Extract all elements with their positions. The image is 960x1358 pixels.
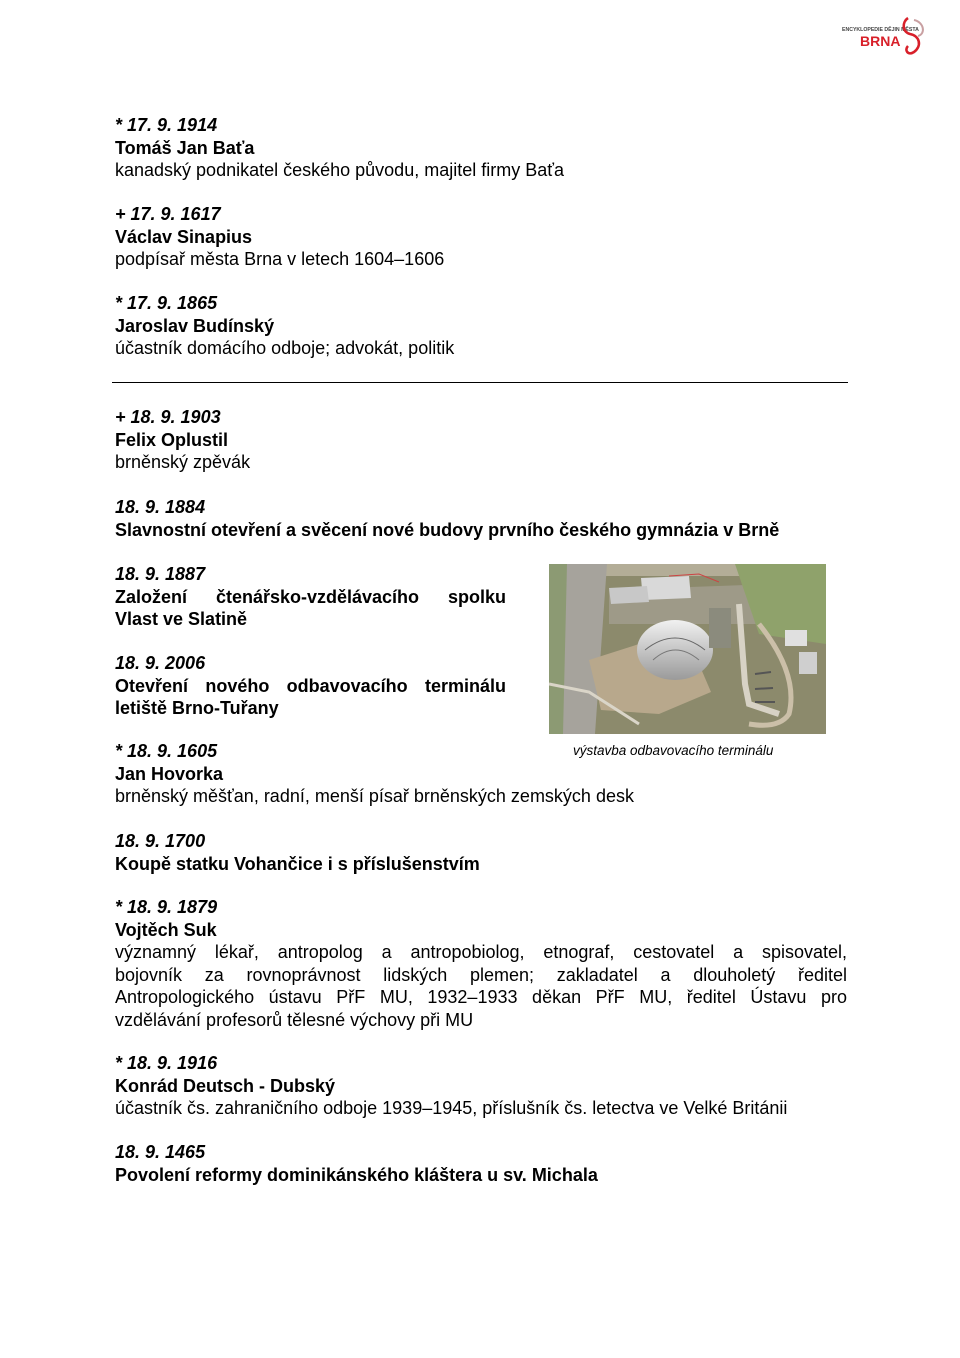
entry-desc: kanadský podnikatel českého původu, majitel firmy Baťa — [115, 160, 564, 180]
entry-date: 18. 9. 1884 — [115, 497, 206, 517]
entry-date: * 18. 9. 1605 — [115, 741, 218, 761]
entry-date: * 17. 9. 1865 — [115, 293, 218, 313]
photo-caption: výstavba odbavovacího terminálu — [573, 743, 774, 758]
entry-1865-budinsky — [115, 292, 847, 360]
entry-desc-line: Antropologického ústavu PřF MU, 1932–1933 děkan PřF MU, ředitel Ústavu pro — [115, 987, 847, 1007]
entry-name-line: letiště Brno-Tuřany — [115, 698, 279, 718]
entry-name: Václav Sinapius — [115, 226, 253, 247]
entry-desc-line: bojovník za rovnoprávnost lidských plemen; zakladatel a dlouholetý ředitel — [115, 964, 847, 985]
entry-desc: účastník domácího odboje; advokát, politik — [115, 338, 455, 358]
entry-desc-line: významný lékař, antropolog a antropobiolog, etnograf, cestovatel a spisovatel, — [115, 942, 847, 962]
entry-name-line: Založení čtenářsko-vzdělávacího spolku — [115, 586, 506, 607]
entry-desc: brněnský měšťan, radní, menší písař brněnských zemských desk — [115, 786, 634, 806]
entry-1903-oplustil — [115, 406, 847, 474]
entry-date: 18. 9. 1700 — [115, 831, 206, 851]
entry-name: Jaroslav Budínský — [115, 315, 275, 336]
entry-1914-bata — [115, 114, 847, 182]
entry-name: Vojtěch Suk — [115, 919, 217, 940]
entry-1916-deutsch-dubsky — [115, 1052, 847, 1120]
entry-1617-sinapius — [115, 203, 847, 271]
entry-name: Felix Oplustil — [115, 429, 229, 450]
section-divider — [112, 382, 848, 383]
entry-desc: brněnský zpěvák — [115, 452, 251, 472]
entry-name-line: Vlast ve Slatině — [115, 609, 248, 629]
entry-1884-gymnazium — [115, 496, 847, 541]
entry-1465-klaster — [115, 1141, 847, 1186]
entry-date: 18. 9. 1887 — [115, 564, 206, 584]
airport-terminal-photo — [549, 564, 826, 734]
entry-desc: účastník čs. zahraničního odboje 1939–1945, příslušník čs. letectva ve Velké Británii — [115, 1098, 788, 1118]
logo-line1: ENCYKLOPEDIE DĚJIN MĚSTA — [842, 27, 919, 33]
entry-desc: podpísař města Brna v letech 1604–1606 — [115, 249, 445, 269]
encyclopedia-logo — [838, 12, 930, 56]
entry-name: Tomáš Jan Baťa — [115, 137, 255, 158]
logo-line2: BRNA — [860, 33, 901, 49]
entry-desc-line: vzdělávání profesorů tělesné výchovy při MU — [115, 1009, 474, 1030]
entry-date: 18. 9. 1465 — [115, 1142, 206, 1162]
entry-1605-hovorka — [115, 740, 847, 808]
entry-name: Jan Hovorka — [115, 763, 224, 784]
entry-date: * 17. 9. 1914 — [115, 115, 218, 135]
entry-name: Koupě statku Vohančice i s příslušenstvím — [115, 853, 480, 874]
entry-date: + 18. 9. 1903 — [115, 407, 221, 427]
entry-name: Slavnostní otevření a svěcení nové budovy prvního českého gymnázia v Brně — [115, 519, 780, 540]
entry-date: 18. 9. 2006 — [115, 653, 206, 673]
entry-date: + 17. 9. 1617 — [115, 204, 221, 224]
entry-name: Povolení reformy dominikánského kláštera u sv. Michala — [115, 1164, 598, 1185]
entry-name-line: Otevření nového odbavovacího terminálu — [115, 675, 506, 696]
entry-date: * 18. 9. 1879 — [115, 897, 218, 917]
entry-date: * 18. 9. 1916 — [115, 1053, 218, 1073]
entry-1879-suk — [115, 896, 847, 1031]
entry-1700-vohancice — [115, 830, 847, 875]
entry-name: Konrád Deutsch - Dubský — [115, 1075, 336, 1096]
